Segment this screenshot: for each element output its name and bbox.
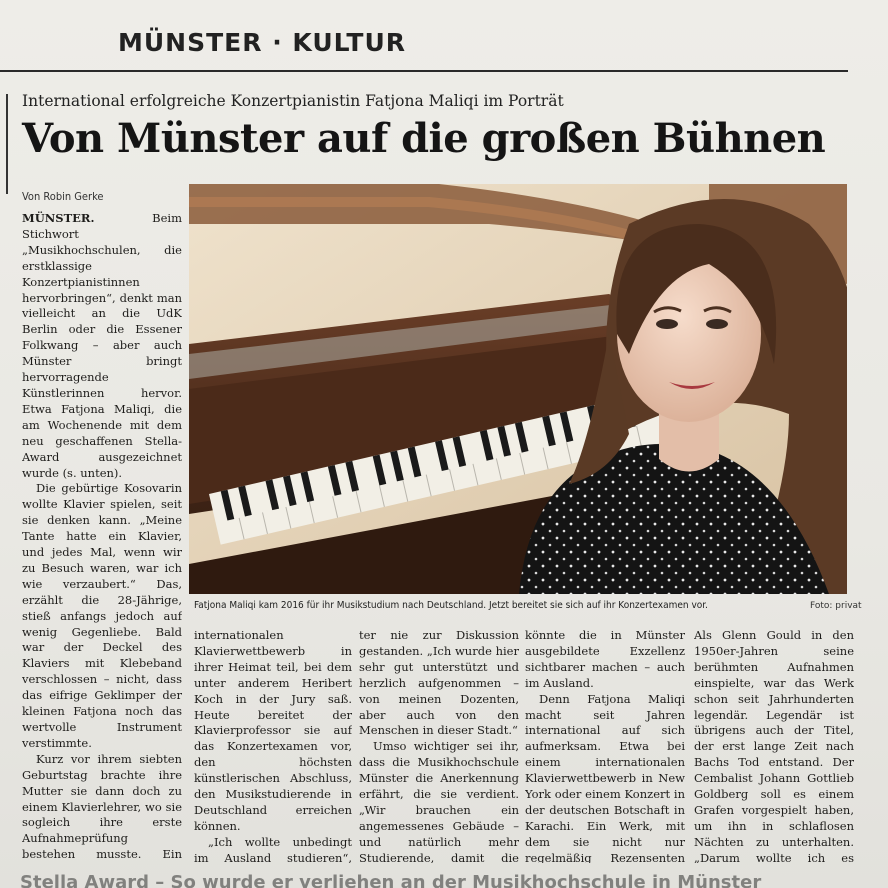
article-paragraph: Denn Fatjona Maliqi macht seit Jahren international auf sich aufmerksam. Etwa bei einem internationalen Klavierwettbewerb in New York oder einem Konzert in der deutschen Botschaft in Karachi. Ein Werk, mit dem sie nicht nur regelmäßig Rezensenten bbox=[525, 691, 685, 863]
photo-caption: Fatjona Maliqi kam 2016 für ihr Musikstudium nach Deutschland. Jetzt bereitet sie sich auf ihr Konzertexamen vor. bbox=[194, 600, 708, 611]
article-paragraph: ter nie zur Diskussion gestanden. „Ich wurde hier sehr gut unterstützt und herzlich aufgenommen – von meinen Dozenten, aber auch von den Menschen in dieser Stadt.“ bbox=[359, 628, 519, 738]
byline: Von Robin Gerke bbox=[22, 190, 104, 203]
article-paragraph: könnte die in Münster ausgebildete Exzellenz sichtbarer machen – auch im Ausland. bbox=[525, 628, 685, 690]
dateline: MÜNSTER. bbox=[22, 211, 95, 225]
article-paragraph: MÜNSTER. Beim Stichwort „Musikhochschulen, die erstklassige Konzertpianistinnen hervorbringen“, denkt man vielleicht an die UdK Berlin oder die Essener Folkwang – aber auch Münster bringt hervorragende Künstlerinnen hervor. Etwa Fatjona Maliqi, die am Wochenende mit dem neu geschaffenen Stella-Award ausgezeichnet wurde (s. unten). bbox=[22, 211, 182, 480]
article-column-4 bbox=[525, 628, 685, 863]
next-article-teaser: Stella Award – So wurde er verliehen an der Musikhochschule in Münster bbox=[20, 872, 762, 888]
article-paragraph: „Ich wollte unbedingt im Ausland studieren“, bbox=[194, 834, 352, 863]
margin-bar bbox=[6, 94, 8, 194]
article-paragraph: Umso wichtiger sei ihr, dass die Musikhochschule Münster die Anerkennung erfährt, die sie verdient. „Wir brauchen ein angemessenes Gebäude – und natürlich mehr Studierende, damit die bbox=[359, 739, 519, 863]
headline: Von Münster auf die großen Bühnen bbox=[22, 115, 826, 162]
article-paragraph: internationalen Klavierwettbewerb in ihrer Heimat teil, bei dem unter anderem Heribert Koch in der Jury saß. Heute bereitet der Klavierprofessor sie auf das Konzertexamen vor, den höchsten künstlerischen Abschluss, den Musikstudierende in Deutschland erreichen können. bbox=[194, 628, 352, 833]
photo-illustration bbox=[189, 184, 847, 594]
header-rule bbox=[0, 70, 848, 72]
pianist-photo bbox=[189, 184, 847, 594]
article-paragraph: Die gebürtige Kosovarin wollte Klavier spielen, seit sie denken kann. „Meine Tante hatte ein Klavier, und jedes Mal, wenn wir zu Besuch waren, war ich wie verzaubert.“ Das, erzählt die 28-Jährige, stieß anfangs jedoch auf wenig Gegenliebe. Bald war der Deckel des Klaviers mit Klebeband verschlossen – nicht, dass das eifrige Geklimper der kleinen Fatjona noch das wertvolle Instrument verstimmte. bbox=[22, 481, 182, 750]
kicker: International erfolgreiche Konzertpianistin Fatjona Maliqi im Porträt bbox=[22, 92, 564, 110]
photo-credit: Foto: privat bbox=[810, 601, 862, 611]
article-paragraph: Als Glenn Gould in den 1950er-Jahren seine berühmten Aufnahmen einspielte, war das Werk schon seit Jahrhunderten legendär. Legendär ist übrigens auch der Titel, der erst lange Zeit nach Bachs Tod entstand. Der Cembalist Johann Gottlieb Goldberg soll es einem Grafen vorgespielt haben, um ihn in schlaflosen Nächten zu unterhalten. „Darum wollte ich es bbox=[694, 628, 854, 863]
article-paragraph: Kurz vor ihrem siebten Geburtstag brachte ihre Mutter sie dann doch zu einem Klavierlehrer, wo sie sogleich ihre erste Aufnahmeprüfung bestehen musste. Ein bbox=[22, 751, 182, 861]
article-column-2 bbox=[194, 628, 352, 863]
section-header: MÜNSTER · KULTUR bbox=[118, 28, 407, 57]
article-column-3 bbox=[359, 628, 519, 863]
article-column-5 bbox=[694, 628, 854, 863]
article-column-1 bbox=[22, 211, 182, 861]
